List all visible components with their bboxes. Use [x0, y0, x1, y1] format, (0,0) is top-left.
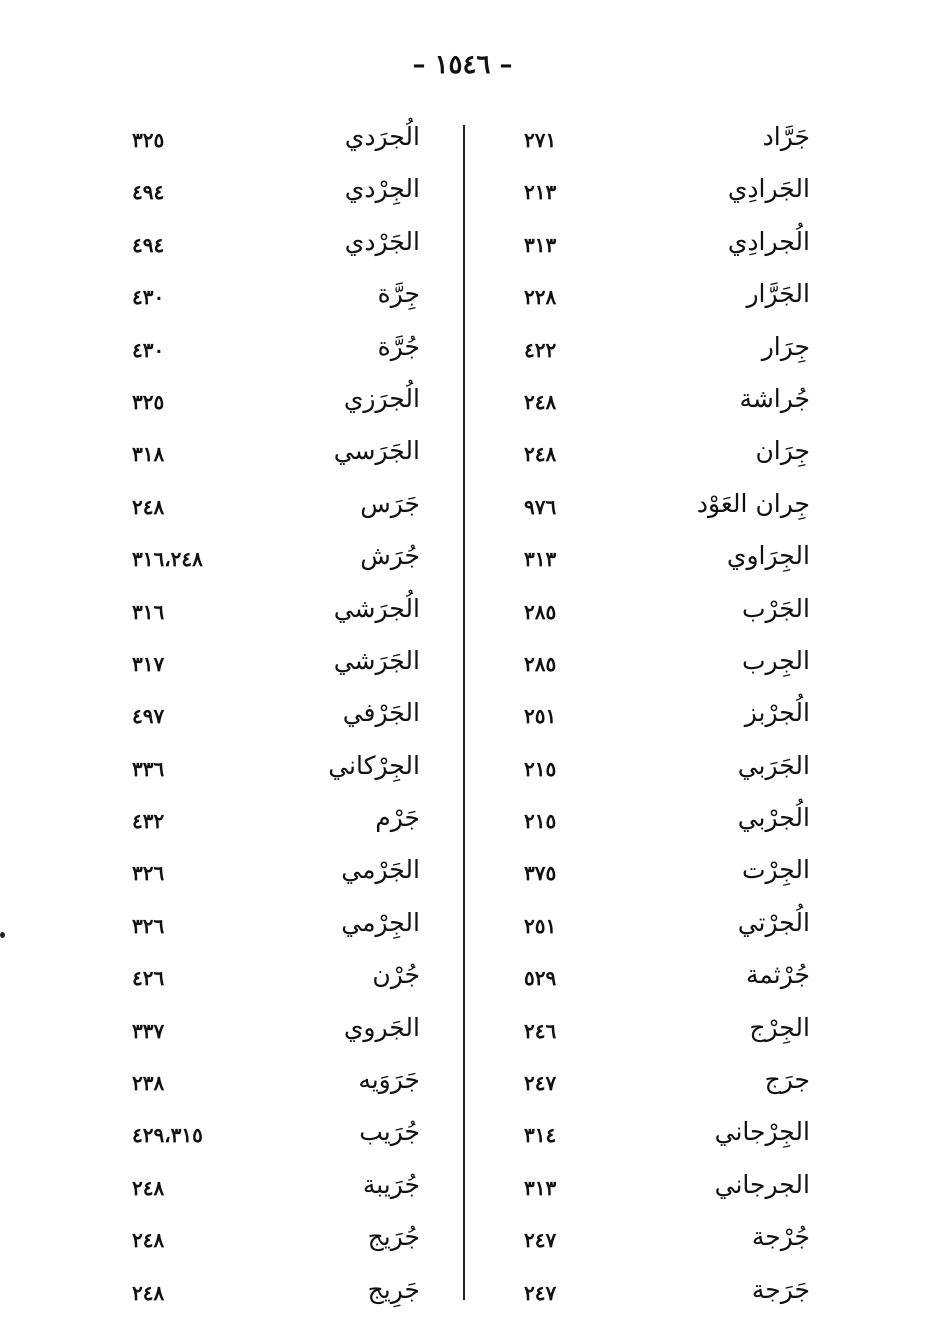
entry-page-reference: ٢٥١	[524, 704, 557, 729]
entry-name: جُرَّة	[377, 331, 420, 361]
index-entry	[500, 537, 810, 589]
entry-page-reference: ٣٧٥	[524, 861, 557, 886]
entry-name: الجَرْفي	[342, 698, 420, 728]
entry-name: جَرَوَيه	[358, 1065, 420, 1095]
entry-page-reference: ٢٤٨	[524, 442, 557, 467]
entry-page-reference: ٢١٥	[524, 756, 557, 781]
index-entry	[115, 275, 420, 327]
index-entry	[500, 1218, 810, 1270]
entry-name: جِرَّة	[377, 279, 420, 309]
entry-name: جَرْم	[375, 803, 420, 833]
index-entry	[115, 694, 420, 746]
index-entry	[500, 485, 810, 537]
index-entry	[500, 1113, 810, 1165]
entry-page-reference: ٤٣٠	[132, 285, 165, 310]
entry-page-reference: ٣١٨	[132, 442, 165, 467]
entry-page-reference: ٢٤٧	[524, 1228, 557, 1253]
index-entry	[500, 799, 810, 851]
entry-page-reference: ٢٢٨	[524, 285, 557, 310]
entry-page-reference: ٣١٣	[524, 1175, 557, 1200]
index-entry	[115, 1113, 420, 1165]
entry-page-reference: ٣٢٦	[132, 861, 165, 886]
index-entry	[115, 485, 420, 537]
entry-page-reference: ٢٨٥	[524, 651, 557, 676]
entry-name: جُرَيبة	[362, 1169, 420, 1199]
entry-name: الُجرْتي	[737, 907, 810, 937]
entry-page-reference: ٣١٧	[132, 651, 165, 676]
entry-name: الجَرْمي	[341, 855, 420, 885]
entry-page-reference: ٢٣٨	[132, 1071, 165, 1096]
entry-page-reference: ٤٩٤	[132, 180, 165, 205]
scan-speck	[0, 932, 5, 938]
index-entry	[115, 1166, 420, 1218]
index-entry	[115, 747, 420, 799]
entry-name: جِران العَوْد	[696, 488, 810, 518]
entry-name: الجرجاني	[714, 1169, 810, 1199]
entry-name: جُرْجة	[751, 1222, 810, 1252]
entry-page-reference: ٢٥١	[524, 913, 557, 938]
entry-name: الجِرب	[741, 645, 810, 675]
index-entry	[500, 1271, 810, 1323]
entry-page-reference: ٤٢٩،٣١٥	[132, 1123, 203, 1148]
entry-name: الجِرْجاني	[714, 1117, 810, 1147]
index-entry	[115, 328, 420, 380]
page-number: – ١٥٤٦ –	[412, 50, 513, 80]
entry-name: جَرَس	[360, 488, 420, 518]
entry-name: جِرَان	[755, 436, 810, 466]
entry-name: الجَرَبي	[737, 750, 810, 780]
entry-name: الجَرَسي	[333, 436, 420, 466]
entry-name: الُجرادِي	[727, 226, 810, 256]
entry-name: الجَرَّار	[746, 279, 810, 309]
entry-name: الُجرْبز	[744, 698, 810, 728]
left-index-column	[115, 118, 420, 1323]
entry-name: الجِرْدي	[344, 174, 420, 204]
entry-name: جُرَيب	[359, 1117, 420, 1147]
index-entry	[500, 956, 810, 1008]
index-entry	[500, 747, 810, 799]
entry-page-reference: ٢٤٦	[524, 1018, 557, 1043]
entry-page-reference: ٤٣٠	[132, 337, 165, 362]
entry-page-reference: ٣٢٥	[132, 389, 165, 414]
index-entry	[500, 432, 810, 484]
index-entry	[115, 904, 420, 956]
entry-name: الجَروي	[343, 1012, 420, 1042]
entry-page-reference: ٢٧١	[524, 128, 557, 152]
entry-name: جرَج	[764, 1065, 810, 1095]
entry-name: جُرْن	[372, 960, 420, 990]
index-entry	[115, 1061, 420, 1113]
entry-page-reference: ٢٤٨	[132, 1280, 165, 1305]
index-entry	[500, 1166, 810, 1218]
entry-page-reference: ٢٨٥	[524, 599, 557, 624]
entry-page-reference: ٢٤٨	[132, 1228, 165, 1253]
index-entry	[115, 851, 420, 903]
entry-name: جُرَيج	[367, 1222, 420, 1252]
entry-name: جُرْثمة	[745, 960, 810, 990]
index-entry	[115, 1271, 420, 1323]
index-entry	[115, 432, 420, 484]
index-entry	[500, 170, 810, 222]
index-entry	[115, 1009, 420, 1061]
entry-page-reference: ٢١٥	[524, 809, 557, 834]
right-index-column	[500, 118, 810, 1323]
entry-name: الجِرْمي	[341, 907, 420, 937]
entry-name: الجَرْدي	[344, 226, 420, 256]
entry-page-reference: ٣١٣	[524, 547, 557, 572]
entry-page-reference: ٢١٣	[524, 180, 557, 205]
index-entry	[500, 694, 810, 746]
entry-page-reference: ٣١٦،٢٤٨	[132, 547, 203, 572]
entry-page-reference: ٢٤٨	[524, 389, 557, 414]
index-entry	[500, 223, 810, 275]
index-entry	[500, 642, 810, 694]
entry-page-reference: ٤٩٧	[132, 704, 165, 729]
entry-page-reference: ٣٢٦	[132, 913, 165, 938]
entry-page-reference: ٤٣٢	[132, 809, 165, 834]
entry-page-reference: ٣٢٥	[132, 128, 165, 152]
index-entry	[500, 1061, 810, 1113]
index-entry	[115, 118, 420, 170]
entry-name: الجِرْكاني	[328, 750, 420, 780]
entry-name: الُجرَشي	[333, 593, 420, 623]
index-entry	[115, 590, 420, 642]
index-entry	[500, 904, 810, 956]
entry-name: جِرَار	[761, 331, 810, 361]
entry-page-reference: ٥٢٩	[524, 966, 557, 991]
entry-page-reference: ٣٣٦	[132, 756, 165, 781]
index-entry	[115, 956, 420, 1008]
entry-page-reference: ٣٣٧	[132, 1018, 165, 1043]
column-divider	[463, 125, 465, 1300]
entry-name: الجِرْت	[741, 855, 810, 885]
entry-page-reference: ٤٩٤	[132, 232, 165, 257]
entry-name: جُراشة	[739, 383, 810, 413]
entry-name: جَرِيج	[367, 1274, 420, 1304]
entry-page-reference: ٣١٤	[524, 1123, 557, 1148]
index-entry	[500, 118, 810, 170]
entry-name: الجِرْج	[749, 1012, 810, 1042]
index-entry	[115, 642, 420, 694]
index-entry	[115, 380, 420, 432]
entry-name: الجَرادِي	[727, 174, 810, 204]
entry-name: جُرَش	[360, 541, 420, 571]
entry-name: الجَرْب	[741, 593, 810, 623]
index-entry	[500, 851, 810, 903]
entry-page-reference: ٢٤٧	[524, 1071, 557, 1096]
index-entry	[115, 799, 420, 851]
entry-page-reference: ٢٤٨	[132, 494, 165, 519]
index-entry	[500, 328, 810, 380]
index-entry	[115, 537, 420, 589]
index-entry	[500, 1009, 810, 1061]
entry-page-reference: ٣١٦	[132, 599, 165, 624]
entry-name: الجِرَاوي	[726, 541, 810, 571]
entry-page-reference: ٤٢٢	[524, 337, 557, 362]
entry-name: الُجرْبي	[737, 803, 810, 833]
index-entry	[500, 380, 810, 432]
index-entry	[115, 170, 420, 222]
index-entry	[500, 275, 810, 327]
entry-page-reference: ٩٧٦	[524, 494, 557, 519]
entry-page-reference: ٤٢٦	[132, 966, 165, 991]
entry-name: الُجرَزي	[343, 383, 420, 413]
index-entry	[500, 590, 810, 642]
entry-name: جَرَجة	[751, 1274, 810, 1304]
entry-page-reference: ٢٤٨	[132, 1175, 165, 1200]
entry-name: جَرَّاد	[762, 122, 810, 151]
entry-name: الجَرَشي	[333, 645, 420, 675]
index-entry	[115, 1218, 420, 1270]
entry-name: الُجرَدي	[344, 122, 420, 151]
index-entry	[115, 223, 420, 275]
entry-page-reference: ٣١٣	[524, 232, 557, 257]
entry-page-reference: ٢٤٧	[524, 1280, 557, 1305]
